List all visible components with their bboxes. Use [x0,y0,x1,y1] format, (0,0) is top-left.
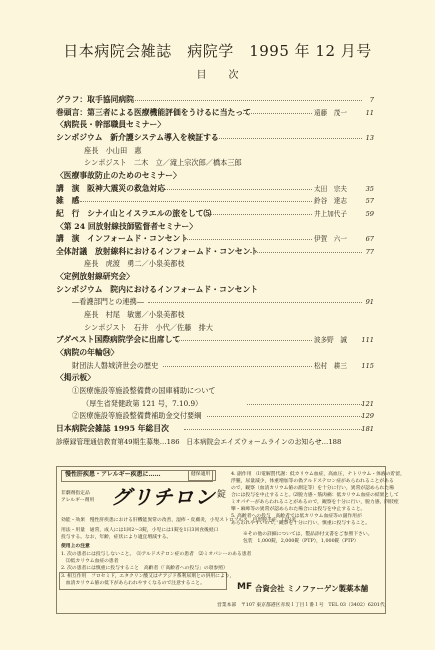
toc-entry-author: 井上加代子 [314,209,347,218]
toc-entry [56,208,374,220]
toc-entry [56,284,374,296]
ad-side-effects-2: 浮腫，尿量減少，体重増加等の偽アルドステロン症があらわれることがある [231,479,394,484]
toc-entry-title: 〈医療事故防止のためのセミナー〉 [56,170,181,180]
toc-leader-dots [243,113,312,114]
company-name: 合資会社 ミノファーゲン製薬本舗 [255,584,369,593]
ad-side-effects-3: ので，観察（血清カリウム値の測定等）を十分に行い，異常が認められた場 [231,486,394,491]
toc-entry [84,157,374,169]
toc-entry-page: 67 [365,235,374,244]
toc-leader-dots [162,189,312,190]
toc-entry-title: 座長 虎渡 勇二／小泉美都枝 [84,259,185,269]
toc-entry-title: 〈定例放射線研究会〉 [56,272,134,282]
toc-entry [56,119,374,131]
toc-entry-page: 13 [365,133,374,142]
toc-entry-page: 115 [361,361,374,370]
toc-entry [72,385,374,397]
toc-entry-title: ―看護部門との連携― [72,297,144,307]
toc-entry-page: 91 [365,298,374,307]
toc-leader-dots [176,340,312,341]
toc-leader-dots [80,201,312,202]
product-logo-suffix: 錠 [217,490,227,500]
ad-insurance-badge: 健保適用 [191,472,211,477]
advertisement [56,466,405,614]
toc-entry-page: 59 [365,209,374,218]
toc-entry-title: 講 演 阪神大震災の救急対応 [56,183,166,193]
toc-leader-dots [206,214,312,215]
toc-leader-dots [184,239,312,240]
toc-entry-author: 遠藤 茂一 [314,108,347,117]
toc-leader-dots [213,138,362,139]
ad-side-effects-1: 4. 副作用 ⑴電解質代謝：低カリウム血症，高血圧，ナトリウム・体液の貯留， [231,472,405,477]
journal-title: 日本病院会雑誌 病院学 1995 年 12 月号 [63,42,372,60]
toc-entry [56,170,374,182]
toc-entry-title: 座長 小山田 惠 [84,145,142,155]
toc-entry-page: 77 [365,247,374,256]
toc-entry-title: 全体討議 放射線科におけるインフォームド・コンセント [56,246,259,256]
ad-caution-1: 1. 次の患者には投与しないこと。 ⑴アルドステロン症の患者 ⑵ミオパシーのある患者 [61,552,252,557]
toc-entry [84,258,374,270]
toc-entry-title: シンポジウム 新介護システム導入を検証する [56,132,219,142]
toc-entry [56,94,374,106]
toc-leader-dots [250,252,362,253]
ad-dosage: 用法・用量 通常，成人には1回2～3錠，小児には1錠を1日3回食後経口投与する。なお，年齢，症状により適宜増減する。 [61,528,219,540]
toc-entry-title: 座長 村尾 敏憲／小泉美都枝 [84,310,185,320]
ad-caution-2: ⑶低カリウム血症の患者 [61,559,119,564]
toc-entry [56,372,374,384]
toc-entry-title: 日本病院会雑誌 1995 年総目次 [56,423,169,433]
toc-entry [84,322,374,334]
ad-caution-heading: 使用上の注意 [61,543,90,549]
toc-entry [72,296,374,308]
toc-entry [56,423,374,435]
ad-side-note-1: 非劇剤指定品 [61,491,90,496]
toc-entry [56,221,374,233]
toc-leader-dots [163,366,312,367]
toc-entry [56,347,374,359]
ad-caution-5: 血清カリウム値の低下があらわれやすくなるので注意すること。 [61,581,205,586]
toc-entry-page: 7 [369,96,374,104]
toc-entry-title: 診療録管理通信教育第49期生募集…186 日本病院会エイズウォームラインのお知らせ…188 [56,437,342,446]
toc-leader-dots [207,416,362,417]
toc-entry-title: 巻頭言：第三者による医療機能評価をうけるに当たって [56,107,251,117]
ad-tagline: 慢性肝疾患・アレルギー疾患に…… [65,471,161,478]
ad-caution-3: 2. 次の患者には慎重に投与すること 高齢者（「高齢者への投与」の項参照） [61,566,228,571]
toc-entry-author: 太田 宗夫 [314,184,347,193]
toc-entry-author: 鈴谷 達志 [314,197,347,206]
ad-efficacy: 効能・効果 慢性肝疾患における肝機能異常の改善，湿疹・皮膚炎，小児ストロフルス，円形脱毛症，口内炎 [61,518,296,523]
toc-entry [82,398,374,410]
toc-entry [56,233,374,245]
toc-entry-title: 〈掲示板〉 [56,373,95,383]
company-mark-icon: MF [237,582,253,592]
toc-entry [56,436,374,448]
toc-entry-title: シンポジウム 院内におけるインフォームド・コンセント [56,284,259,294]
toc-entry-title: ブダペスト国際病院学会に出席して [56,335,181,345]
toc-entry-title: グラフ：取手協同病院 [56,95,134,104]
toc-entry [56,246,374,258]
ad-side-effects-5: ミオパチーがあらわれることがあるので，観察を十分に行い，脱力感，四肢痙 [231,500,399,505]
toc-entry-page: 11 [365,108,374,117]
toc-entry-title: 講 演 インフォームド・コンセント [56,234,189,244]
toc-entry-title: 〈病院の年輪㉞〉 [56,348,119,357]
toc-entry-title: シンポジスト 二木 立／滝上宗次郎／橋本三郎 [84,158,242,168]
toc-leader-dots [184,429,362,430]
toc-entry-author: 松村 耕三 [314,361,347,370]
toc-entry-page: 111 [361,336,374,345]
toc-entry [56,271,374,283]
ad-note: ※その他の詳細については，製品添付文書をご参照下さい。 [243,532,373,537]
toc-entry-title: シンポジスト 石井 小代／佐藤 排大 [84,322,213,332]
product-logo: グリチロン [111,485,216,509]
toc-entry-title: ②医療施設等施設整備費補助金交付要綱 [72,411,202,421]
toc-leader-dots [148,302,362,303]
toc-entry-page: 121 [361,399,374,408]
toc-leader-dots [247,404,362,405]
toc-entry-title: 財団法人磐城済世会の歴史 [72,360,159,370]
toc-entry-author: 波多野 誠 [314,336,347,345]
ad-side-effects-4: 合には投与を中止すること。⑵脱力感・筋肉痛：低カリウム血症の結果として [231,493,399,498]
toc-entry [84,309,374,321]
toc-entry [56,107,374,119]
toc-entry [56,195,374,207]
toc-entry [84,145,374,157]
toc-heading: 目次 [196,70,261,81]
toc-entry [72,410,374,422]
company-address: 営業本部 〒107 東京都港区赤坂１丁目１番１号 TEL 03（3402）6201代 [217,603,385,608]
toc-entry [56,334,374,346]
toc-leader-dots [132,100,362,101]
ad-side-note-2: アレルギー剤用 [61,498,95,503]
toc-entry [56,183,374,195]
ad-caution-4: 3. 相互作用 フロセミド，エタクリン酸又はチアジド系利尿剤との併用により， [61,574,235,579]
toc-entry-page: 35 [365,184,374,193]
toc-entry-page: 181 [361,424,374,433]
ad-side-effects-6: 攣・麻痺等の異常が認められた場合には投与を中止すること。 [231,507,366,512]
toc-entry-page: 129 [361,412,374,421]
ad-elderly-1: 5. 高齢者への投与 高齢者では低カリウム血症等の副作用が [231,514,362,519]
toc-entry-title: 〈病院長・幹部職員セミナー〉 [56,120,166,130]
toc-entry-title: 〈第 24 回放射線技師監督者セミナー〉 [56,221,198,231]
toc-entry-title: （厚生省発健政第 121 号，7.10.9） [82,398,203,408]
toc-entry [56,132,374,144]
toc-entry-page: 57 [365,197,374,206]
ad-elderly-2: あらわれやすいので，観察を十分に行い，慎重に投与すること。 [231,521,371,526]
toc-entry-title: 紀 行 シナイ山とイスラエルの旅をして⑸ [56,208,212,218]
ad-packaging: 包装 1,000錠，2,000錠（PTP），1,000錠（PTP） [243,539,359,544]
toc-entry-title: ①医療施設等施設整備費の国庫補助について [72,385,216,395]
toc-entry-author: 伊賀 六一 [314,235,347,244]
toc-entry-title: 雑 感 [56,196,80,206]
toc-entry [72,360,374,372]
